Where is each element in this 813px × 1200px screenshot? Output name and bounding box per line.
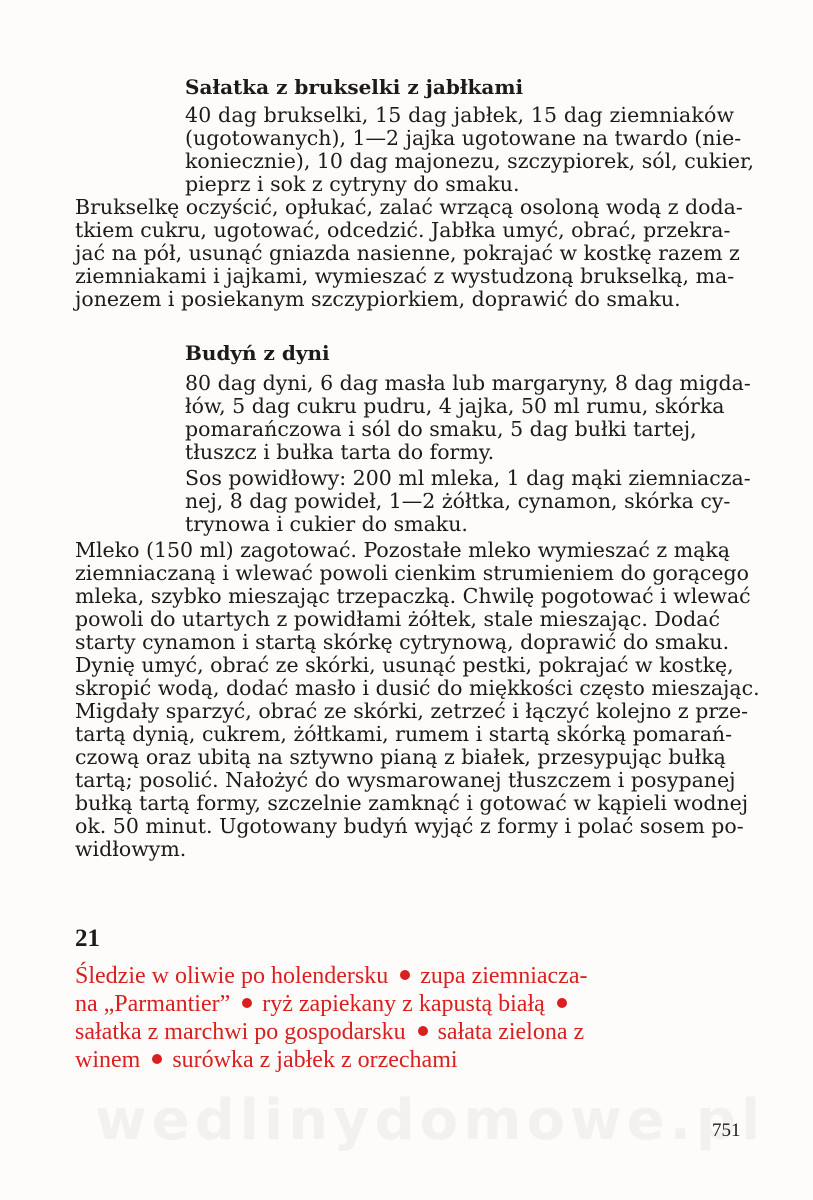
bullet-icon: [557, 998, 567, 1008]
recipe-title: Sałatka z brukselki z jabłkami: [185, 75, 524, 99]
instruction-line: Dynię umyć, obrać ze skórki, usunąć pestki, pokrajać w kostkę,: [75, 653, 734, 677]
ingredient-line: łów, 5 dag cukru pudru, 4 jajka, 50 ml rumu, skórka: [185, 394, 725, 418]
instruction-line: ok. 50 minut. Ugotowany budyń wyjąć z formy i polać sosem po-: [75, 814, 744, 838]
menu-line: [75, 990, 577, 1018]
sauce-line: trynowa i cukier do smaku.: [185, 512, 468, 536]
instruction-line: powoli do utartych z powidłami żółtek, stale mieszając. Dodać: [75, 607, 720, 631]
ingredient-line: pieprz i sok z cytryny do smaku.: [185, 172, 520, 196]
menu-item: na „Parmantier”: [75, 991, 231, 1017]
instruction-line: Brukselkę oczyścić, opłukać, zalać wrzącą osoloną wodą z doda-: [75, 195, 743, 219]
bullet-icon: [242, 998, 252, 1008]
instruction-line: Mleko (150 ml) zagotować. Pozostałe mleko wymieszać z mąką: [75, 538, 731, 562]
sauce-line: Sos powidłowy: 200 ml mleka, 1 dag mąki ziemniacza-: [185, 466, 751, 490]
ingredient-line: 40 dag brukselki, 15 dag jabłek, 15 dag ziemniaków: [185, 103, 735, 127]
menu-item: sałatka z marchwi po gospodarsku: [75, 1019, 406, 1045]
menu-item: sałata zielona z: [437, 1019, 585, 1045]
ingredient-line: tłuszcz i bułka tarta do formy.: [185, 440, 495, 464]
instruction-line: ziemniaczaną i wlewać powoli cienkim strumieniem do gorącego: [75, 561, 749, 585]
menu-line: [75, 1018, 584, 1046]
instruction-line: mleka, szybko mieszając trzepaczką. Chwilę pogotować i wlewać: [75, 584, 751, 608]
instruction-line: skropić wodą, dodać masło i dusić do miękkości często mieszając.: [75, 676, 760, 700]
menu-line: [75, 962, 587, 990]
ingredient-line: pomarańczowa i sól do smaku, 5 dag bułki tartej,: [185, 417, 697, 441]
menu-item: winem: [75, 1047, 141, 1073]
instruction-line: bułką tartą formy, szczelnie zamknąć i gotować w kąpieli wodnej: [75, 791, 749, 815]
ingredient-line: 80 dag dyni, 6 dag masła lub margaryny, 8 dag migda-: [185, 371, 751, 395]
instruction-line: tkiem cukru, ugotować, odcedzić. Jabłka umyć, obrać, przekra-: [75, 218, 731, 242]
ingredient-line: (ugotowanych), 1—2 jajka ugotowane na twardo (nie-: [185, 126, 742, 150]
instruction-line: jonezem i posiekanym szczypiorkiem, doprawić do smaku.: [75, 287, 681, 311]
page-number: 751: [712, 1120, 741, 1141]
bullet-icon: [418, 1026, 428, 1036]
watermark: [95, 1088, 765, 1153]
instruction-line: Migdały sparzyć, obrać ze skórki, zetrzeć i łączyć kolejno z prze-: [75, 699, 749, 723]
menu-number: 21: [75, 925, 100, 952]
menu-item: surówka z jabłek z orzechami: [172, 1047, 458, 1073]
ingredient-line: koniecznie), 10 dag majonezu, szczypiorek, sól, cukier,: [185, 149, 755, 173]
menu-item: Śledzie w oliwie po holendersku: [75, 963, 389, 989]
instruction-line: tartą dynią, cukrem, żółtkami, rumem i startą skórką pomarań-: [75, 722, 733, 746]
instruction-line: czową oraz ubitą na sztywno pianą z białek, przesypując bułką: [75, 745, 726, 769]
recipe-title: Budyń z dyni: [185, 341, 330, 365]
menu-item: zupa ziemniacza-: [420, 963, 588, 989]
instruction-line: tartą; posolić. Nałożyć do wysmarowanej tłuszczem i posypanej: [75, 768, 736, 792]
sauce-line: nej, 8 dag powideł, 1—2 żółtka, cynamon, skórka cy-: [185, 489, 731, 513]
menu-item: ryż zapiekany z kapustą białą: [262, 991, 545, 1017]
bullet-icon: [152, 1054, 162, 1064]
instruction-line: widłowym.: [75, 837, 187, 861]
menu-line: [75, 1046, 458, 1074]
instruction-line: ziemniakami i jajkami, wymieszać z wystudzoną brukselką, ma-: [75, 264, 735, 288]
instruction-line: jać na pół, usunąć gniazda nasienne, pokrajać w kostkę razem z: [75, 241, 740, 265]
instruction-line: starty cynamon i startą skórkę cytrynową, doprawić do smaku.: [75, 630, 730, 654]
bullet-icon: [400, 970, 410, 980]
